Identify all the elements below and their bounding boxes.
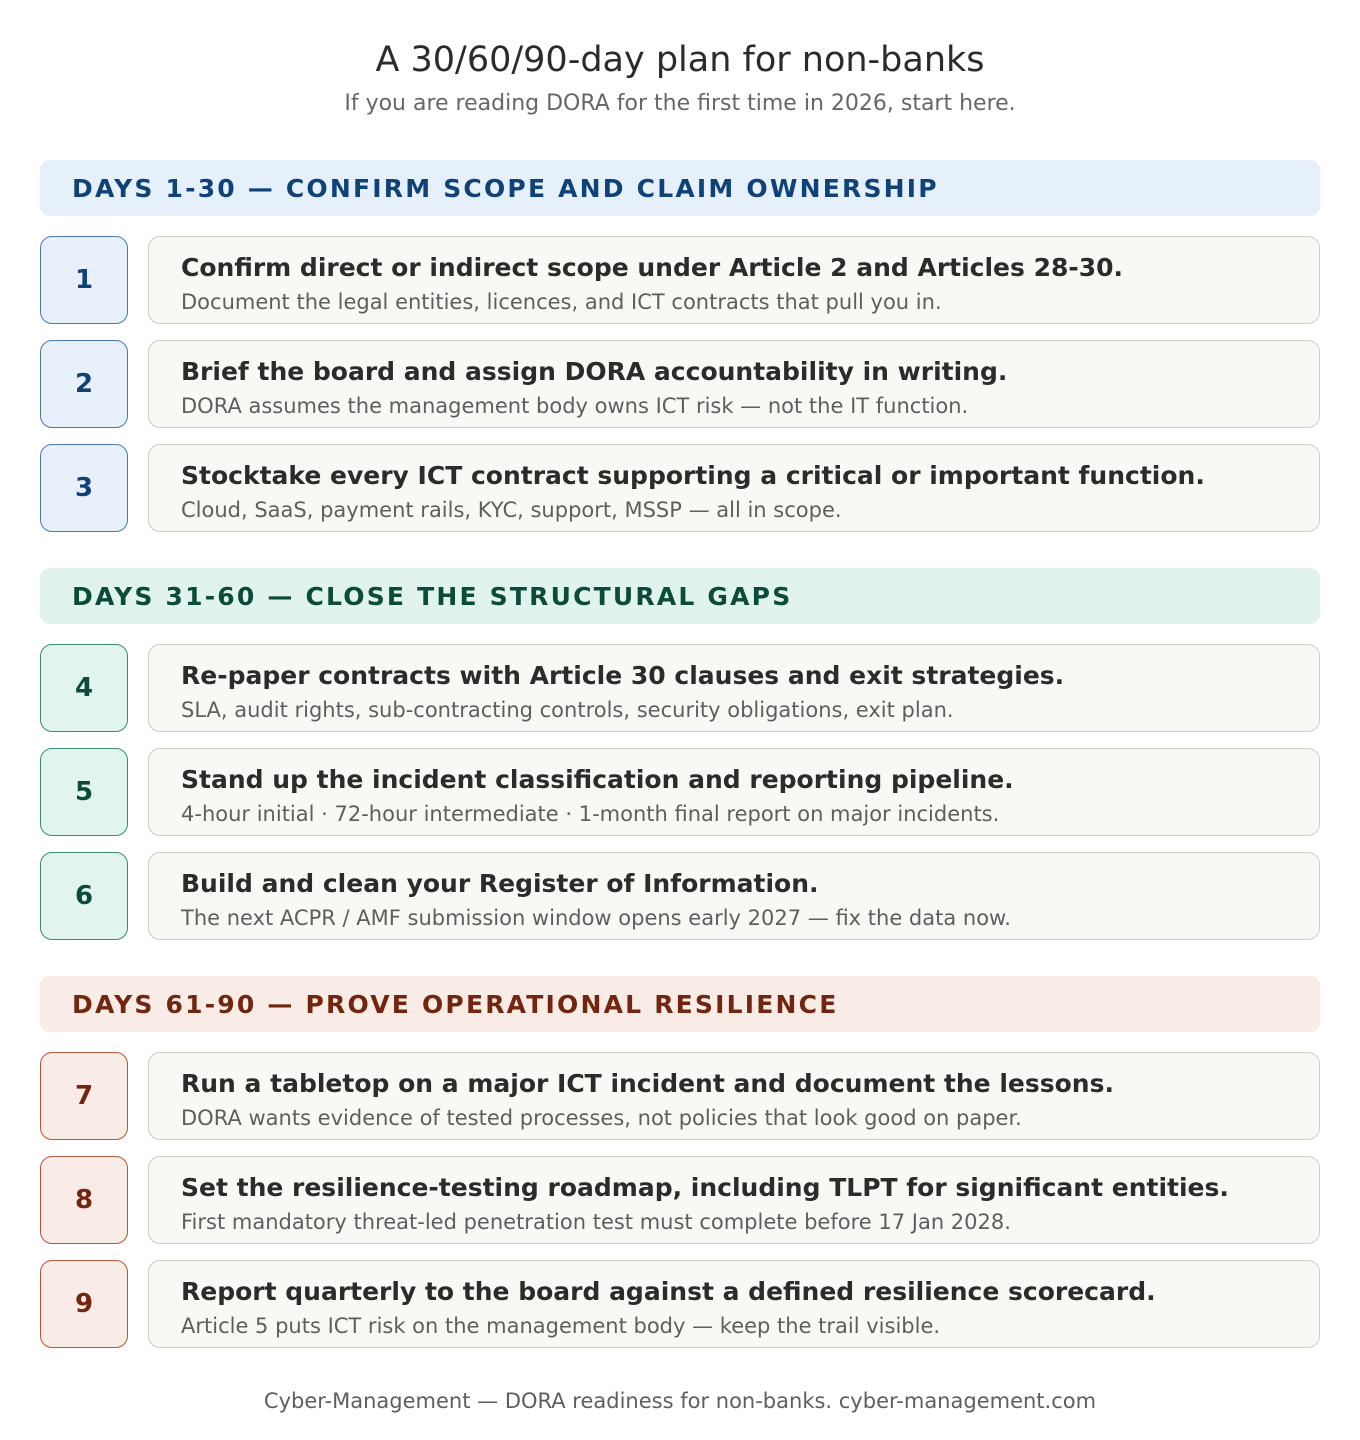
step-title: Stand up the incident classification and reporting pipeline. bbox=[181, 765, 1014, 794]
step-card bbox=[148, 340, 1320, 428]
step-description: 4-hour initial · 72-hour intermediate · 1-month final report on major incidents. bbox=[181, 802, 1000, 826]
step-card bbox=[148, 748, 1320, 836]
step-description: First mandatory threat-led penetration test must complete before 17 Jan 2028. bbox=[181, 1210, 1011, 1234]
step-item bbox=[40, 1156, 1320, 1244]
step-item bbox=[40, 1052, 1320, 1140]
phase-heading: DAYS 61-90 — PROVE OPERATIONAL RESILIENCE bbox=[40, 976, 1320, 1032]
step-title: Brief the board and assign DORA accountability in writing. bbox=[181, 357, 1008, 386]
step-card bbox=[148, 444, 1320, 532]
step-title: Re-paper contracts with Article 30 clauses and exit strategies. bbox=[181, 661, 1065, 690]
step-card bbox=[148, 644, 1320, 732]
step-number-badge: 9 bbox=[40, 1260, 128, 1348]
step-title: Confirm direct or indirect scope under Article 2 and Articles 28-30. bbox=[181, 253, 1124, 282]
step-card bbox=[148, 852, 1320, 940]
step-item bbox=[40, 444, 1320, 532]
step-title: Build and clean your Register of Information. bbox=[181, 869, 819, 898]
step-card bbox=[148, 1052, 1320, 1140]
step-number-badge: 6 bbox=[40, 852, 128, 940]
step-number-badge: 3 bbox=[40, 444, 128, 532]
footer-credit: Cyber-Management — DORA readiness for non-banks. cyber-management.com bbox=[263, 1389, 1097, 1413]
page-title: A 30/60/90-day plan for non-banks bbox=[375, 40, 985, 80]
step-number-badge: 1 bbox=[40, 236, 128, 324]
step-number-badge: 7 bbox=[40, 1052, 128, 1140]
step-description: DORA wants evidence of tested processes, not policies that look good on paper. bbox=[181, 1106, 1022, 1130]
phase-heading: DAYS 1-30 — CONFIRM SCOPE AND CLAIM OWNERSHIP bbox=[40, 160, 1320, 216]
step-number-badge: 5 bbox=[40, 748, 128, 836]
step-description: Article 5 puts ICT risk on the management body — keep the trail visible. bbox=[181, 1314, 941, 1338]
step-card bbox=[148, 236, 1320, 324]
step-item bbox=[40, 852, 1320, 940]
step-title: Report quarterly to the board against a defined resilience scorecard. bbox=[181, 1277, 1156, 1306]
step-number-badge: 2 bbox=[40, 340, 128, 428]
page-subtitle: If you are reading DORA for the first time in 2026, start here. bbox=[344, 91, 1016, 116]
step-item bbox=[40, 236, 1320, 324]
phase-heading: DAYS 31-60 — CLOSE THE STRUCTURAL GAPS bbox=[40, 568, 1320, 624]
step-title: Run a tabletop on a major ICT incident and document the lessons. bbox=[181, 1069, 1114, 1098]
step-item bbox=[40, 748, 1320, 836]
step-number-badge: 4 bbox=[40, 644, 128, 732]
step-item bbox=[40, 340, 1320, 428]
step-description: SLA, audit rights, sub-contracting controls, security obligations, exit plan. bbox=[181, 698, 954, 722]
step-description: Cloud, SaaS, payment rails, KYC, support, MSSP — all in scope. bbox=[181, 498, 842, 522]
step-item bbox=[40, 644, 1320, 732]
step-card bbox=[148, 1156, 1320, 1244]
step-description: Document the legal entities, licences, and ICT contracts that pull you in. bbox=[181, 290, 942, 314]
step-title: Stocktake every ICT contract supporting a critical or important function. bbox=[181, 461, 1205, 490]
step-title: Set the resilience-testing roadmap, including TLPT for significant entities. bbox=[181, 1173, 1229, 1202]
step-description: DORA assumes the management body owns ICT risk — not the IT function. bbox=[181, 394, 969, 418]
step-item bbox=[40, 1260, 1320, 1348]
step-description: The next ACPR / AMF submission window opens early 2027 — fix the data now. bbox=[181, 906, 1011, 930]
step-card bbox=[148, 1260, 1320, 1348]
step-number-badge: 8 bbox=[40, 1156, 128, 1244]
